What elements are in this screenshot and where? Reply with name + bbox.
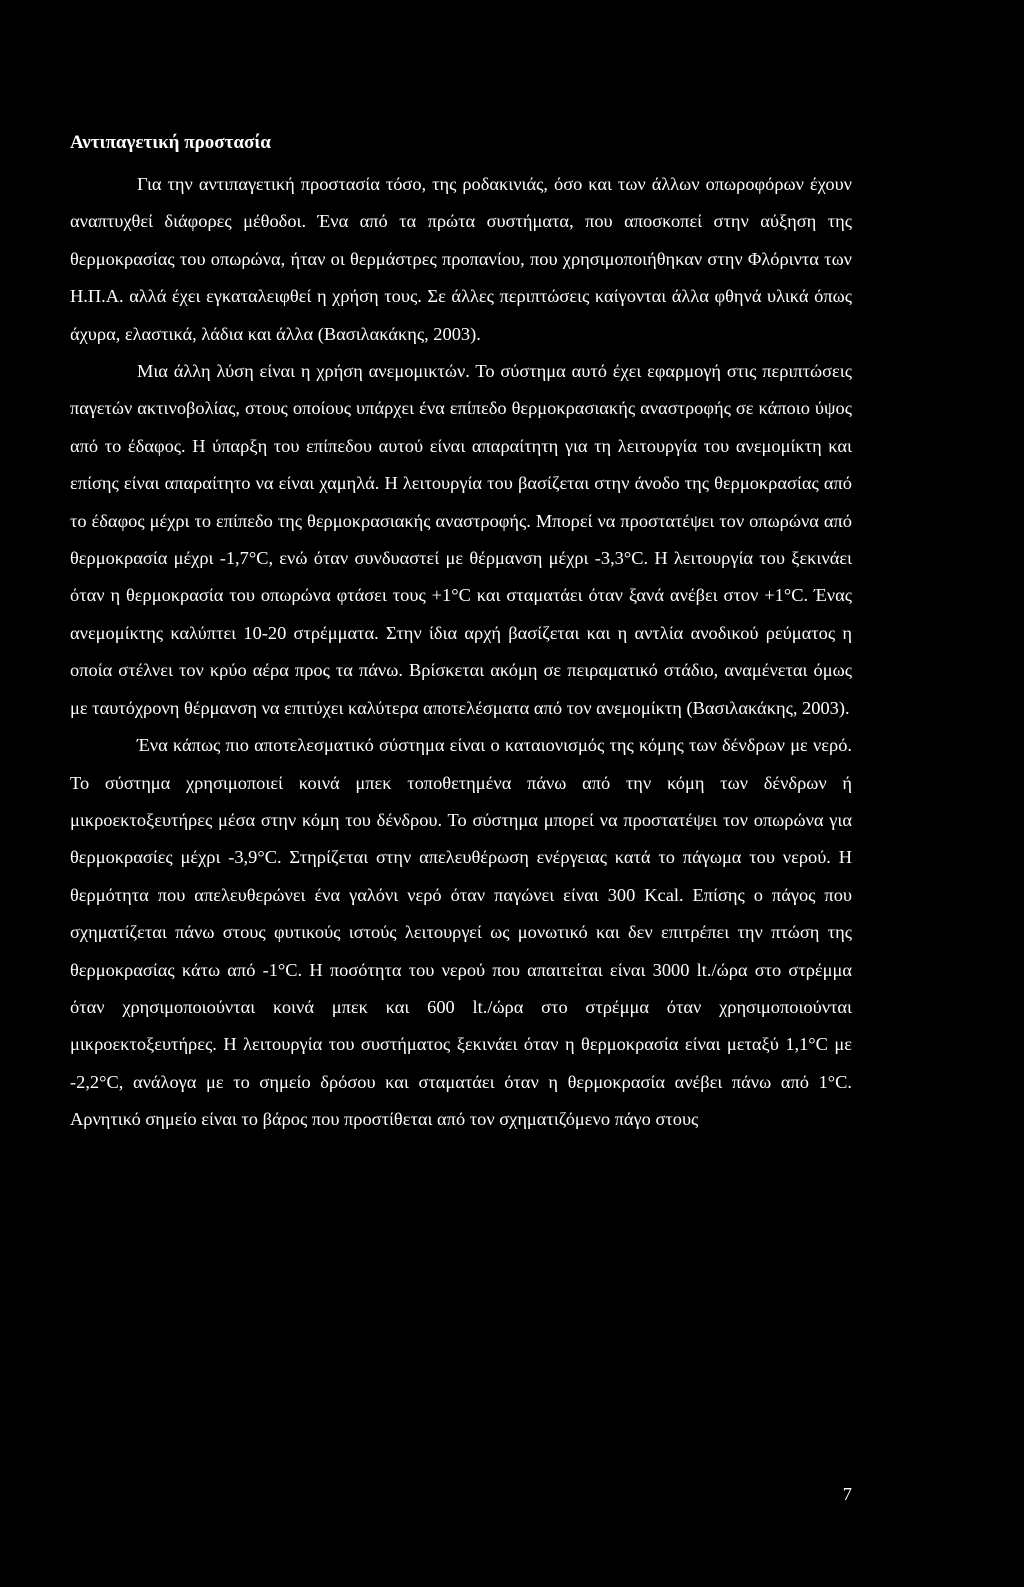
paragraph-sprinkling: Ένα κάπως πιο αποτελεσματικό σύστημα είναι ο καταιονισμός της κόμης των δένδρων με νερό. Το σύστημα χρησιμοποιεί κοινά μπεκ τοποθετημένα πάνω από την κόμη των δένδρων ή μικροεκτοξευτήρες μέσα στην κόμη του δένδρου. Το σύστημα μπορεί να προστατέψει τον οπωρώνα για θερμοκρασίες μέχρι -3,9°C. Στηρίζεται στην απελευθέρωση ενέργειας κατά το πάγωμα του νερού. Η θερμότητα που απελευθερώνει ένα γαλόνι νερό όταν παγώνει είναι 300 Kcal. Επίσης ο πάγος που σχηματίζεται πάνω στους φυτικούς ιστούς λειτουργεί ως μονωτικό και δεν επιτρέπει την πτώση της θερμοκρασίας κάτω από -1°C. Η ποσότητα του νερού που απαιτείται είναι 3000 lt./ώρα στο στρέμμα όταν χρησιμοποιούνται κοινά μπεκ και 600 lt./ώρα στο στρέμμα όταν χρησιμοποιούνται μικροεκτοξευτήρες. Η λειτουργία του συστήματος ξεκινάει όταν η θερμοκρασία είναι μεταξύ 1,1°C με -2,2°C, ανάλογα με το σημείο δρόσου και σταματάει όταν η θερμοκρασία ανέβει πάνω από 1°C. Αρνητικό σημείο είναι το βάρος που προστίθεται από τον σχηματιζόμενο πάγο στους: [70, 735, 852, 1130]
page-number: 7: [842, 1484, 852, 1504]
paragraph-heaters: Για την αντιπαγετική προστασία τόσο, της ροδακινιάς, όσο και των άλλων οπωροφόρων έχουν αναπτυχθεί διάφορες μέθοδοι. Ένα από τα πρώτα συστήματα, που αποσκοπεί στην αύξηση της θερμοκρασίας του οπωρώνα, ήταν οι θερμάστρες προπανίου, που χρησιμοποιήθηκαν στην Φλόριντα των Η.Π.Α. αλλά έχει εγκαταλειφθεί η χρήση τους. Σε άλλες περιπτώσεις καίγονται άλλα φθηνά υλικά όπως άχυρα, ελαστικά, λάδια και άλλα (Βασιλακάκης, 2003).: [70, 174, 852, 344]
body-text: [70, 166, 852, 1139]
paragraph-wind-machines: Μια άλλη λύση είναι η χρήση ανεμομικτών. Το σύστημα αυτό έχει εφαρμογή στις περιπτώσεις παγετών ακτινοβολίας, στους οποίους υπάρχει ένα επίπεδο θερμοκρασιακής αναστροφής σε κάποιο ύψος από το έδαφος. Η ύπαρξη του επίπεδου αυτού είναι απαραίτητη για τη λειτουργία του ανεμομίκτη και επίσης είναι απαραίτητο να είναι χαμηλά. Η λειτουργία του βασίζεται στην άνοδο της θερμοκρασίας από το έδαφος μέχρι το επίπεδο της θερμοκρασιακής αναστροφής. Μπορεί να προστατέψει τον οπωρώνα από θερμοκρασία μέχρι -1,7°C, ενώ όταν συνδυαστεί με θέρμανση μέχρι -3,3°C. Η λειτουργία του ξεκινάει όταν η θερμοκρασία του οπωρώνα φτάσει τους +1°C και σταματάει όταν ξανά ανέβει στον +1°C. Ένας ανεμομίκτης καλύπτει 10-20 στρέμματα. Στην ίδια αρχή βασίζεται και η αντλία ανοδικού ρεύματος η οποία στέλνει τον κρύο αέρα προς τα πάνω. Βρίσκεται ακόμη σε πειραματικό στάδιο, αναμένεται όμως με ταυτόχρονη θέρμανση να επιτύχει καλύτερα αποτελέσματα από τον ανεμομίκτη (Βασιλακάκης, 2003).: [70, 361, 852, 718]
section-heading: Αντιπαγετική προστασία: [70, 132, 271, 153]
